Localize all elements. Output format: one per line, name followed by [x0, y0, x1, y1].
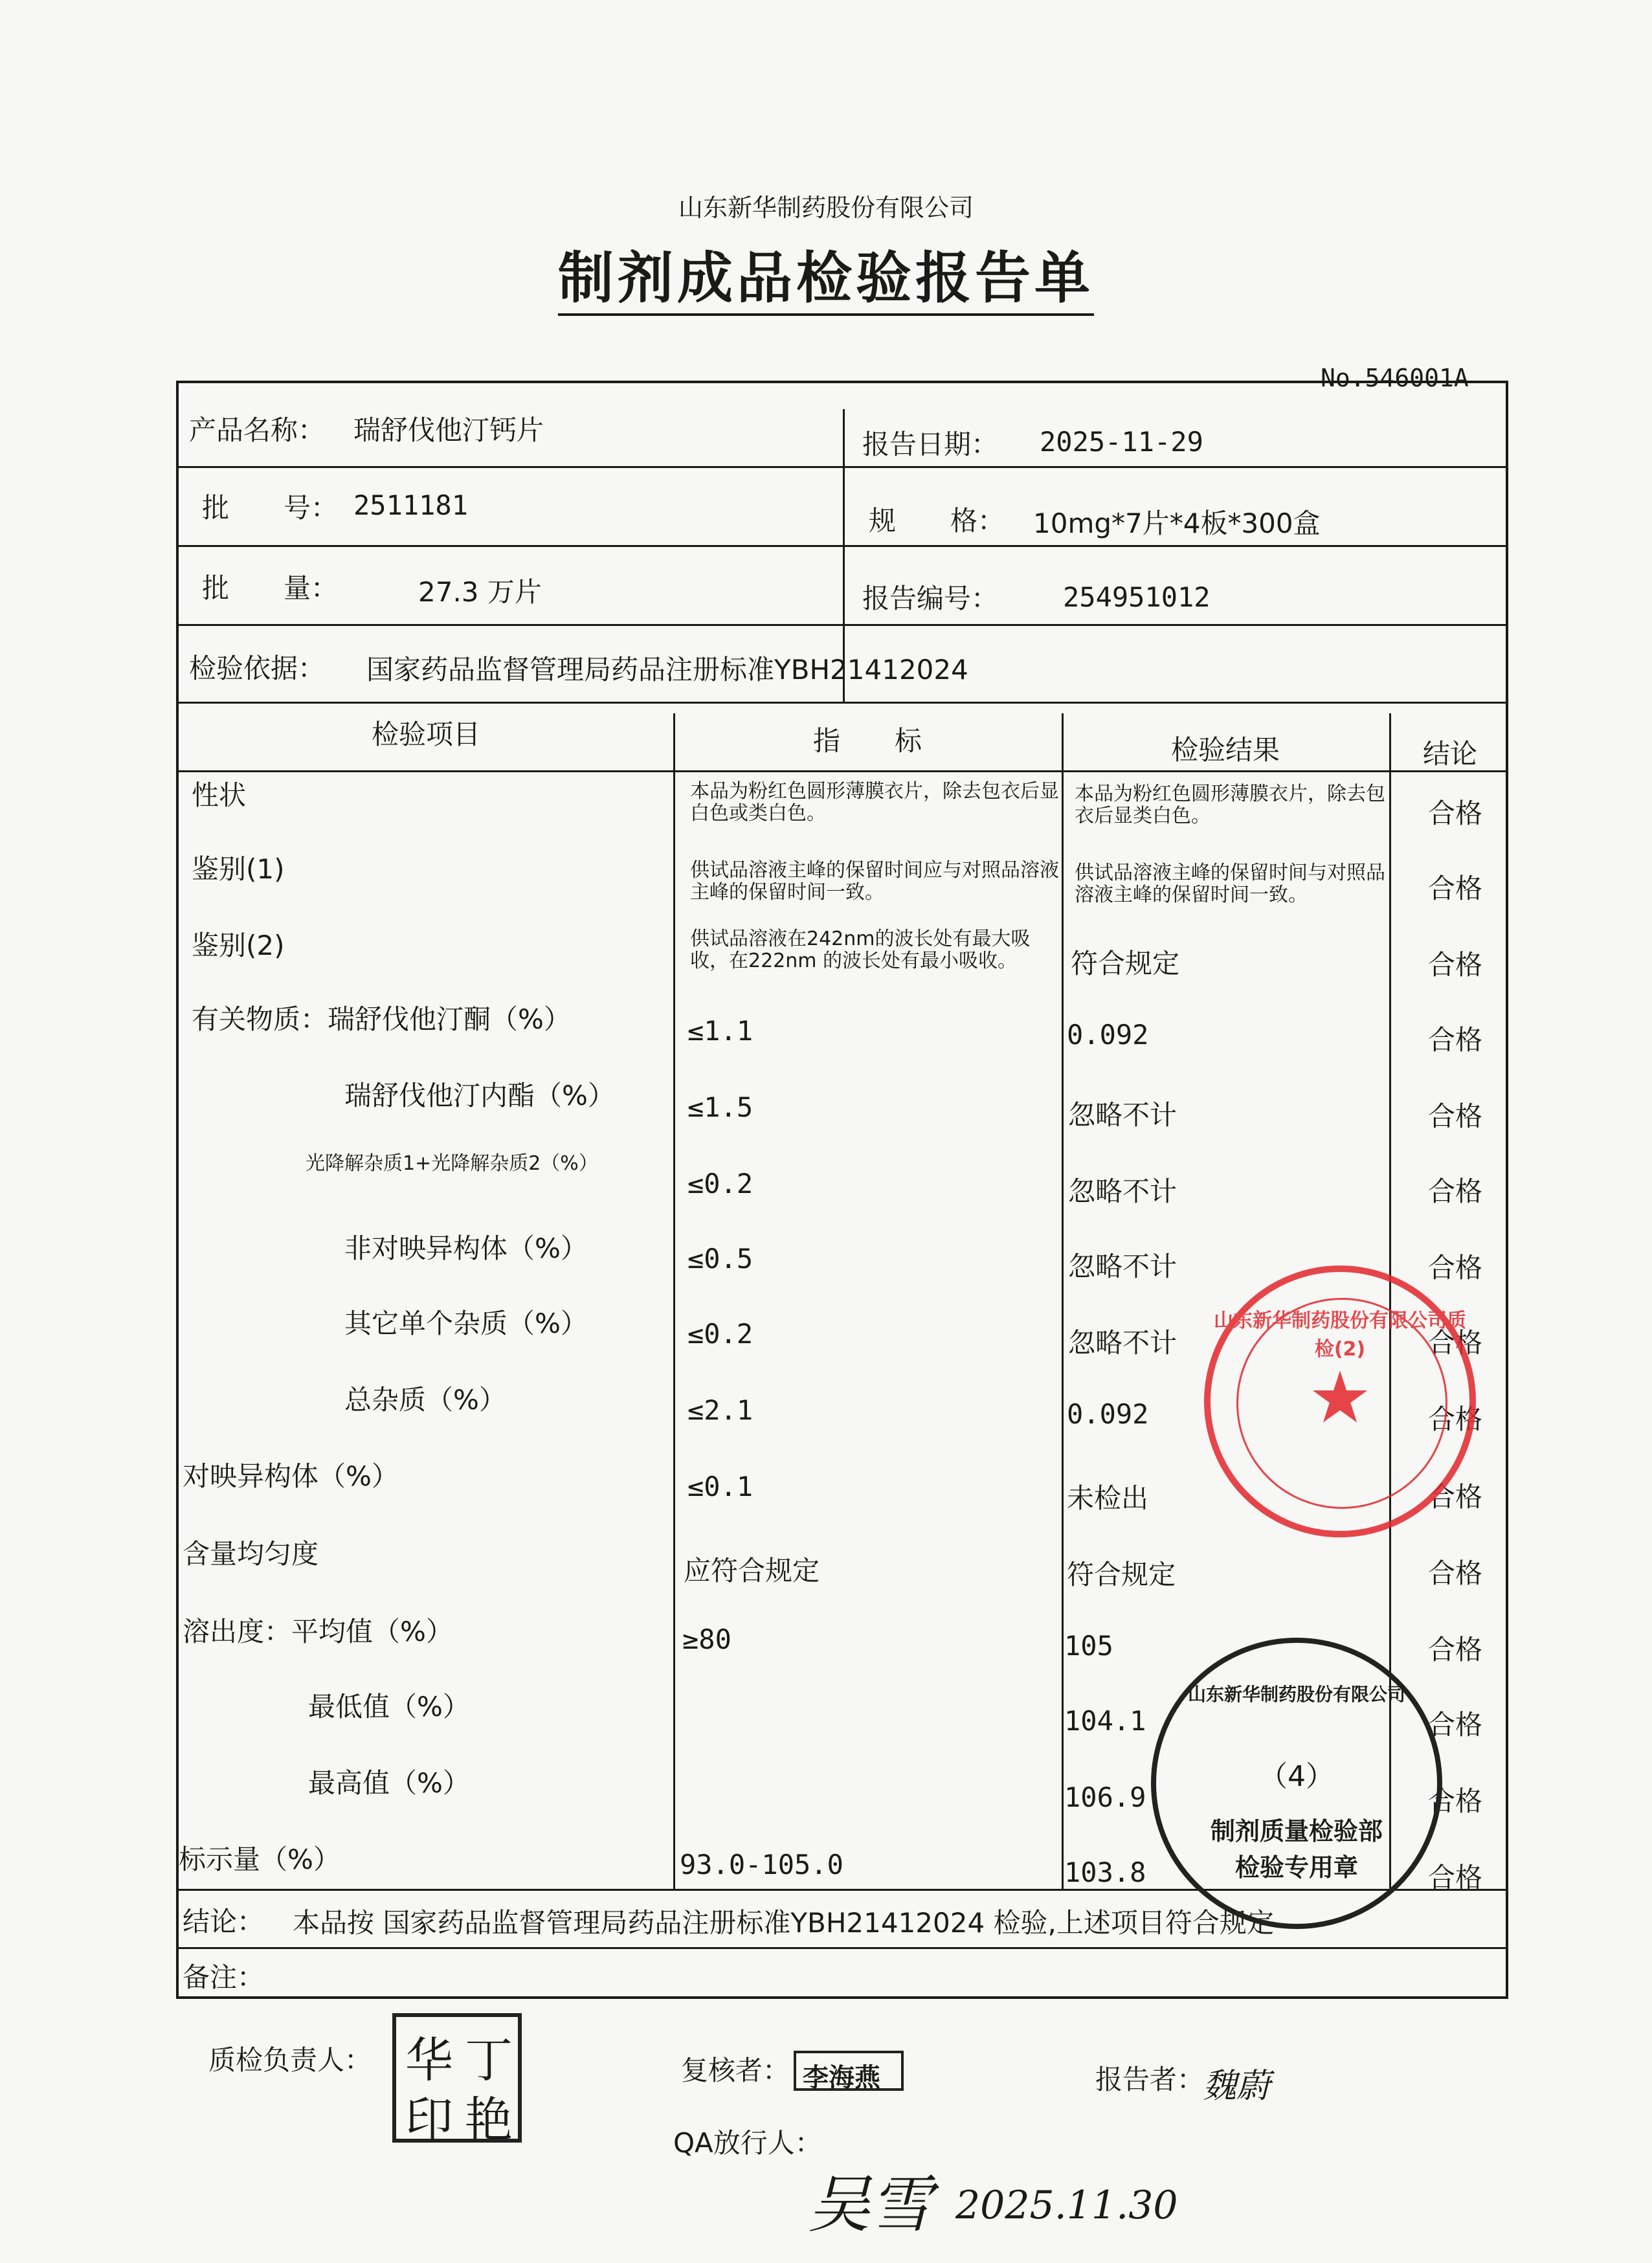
page-title: 制剂成品检验报告单	[0, 233, 1652, 313]
row-conclusion: 合格	[1428, 1403, 1483, 1435]
row-standard: ≤1.5	[687, 1091, 753, 1123]
qa-signature: 吴雪	[808, 2168, 932, 2241]
row-standard: ≤1.1	[687, 1015, 753, 1047]
row-conclusion: 合格	[1428, 797, 1483, 829]
row-item: 含量均匀度	[183, 1538, 319, 1570]
row-item: 有关物质：瑞舒伐他汀酮（%）	[192, 1003, 571, 1035]
row-item: 溶出度：平均值（%）	[183, 1616, 453, 1647]
qa-signature-date: 2025.11.30	[955, 2183, 1178, 2228]
row-result: 0.092	[1067, 1019, 1149, 1051]
row-conclusion: 合格	[1428, 1557, 1483, 1589]
row-conclusion: 合格	[1428, 873, 1483, 904]
document-number: No.546001A	[1321, 364, 1469, 392]
row-conclusion: 合格	[1428, 1024, 1483, 1056]
red-quality-stamp: 山东新华制药股份有限公司质检(2) ★	[1204, 1265, 1476, 1537]
remark-label: 备注：	[183, 1961, 265, 1993]
star-icon: ★	[1308, 1356, 1372, 1439]
row-standard: ≤0.1	[687, 1471, 753, 1502]
reviewer-seal: 李海燕	[794, 2051, 904, 2091]
spec-label: 规 格：	[869, 505, 1005, 537]
row-standard: 本品为粉红色圆形薄膜衣片，除去包衣后显白色或类白色。	[690, 780, 1059, 825]
row-result: 供试品溶液主峰的保留时间与对照品溶液主峰的保留时间一致。	[1075, 862, 1385, 906]
qa-release-label: QA放行人：	[673, 2127, 822, 2159]
row-item: 鉴别(1)	[192, 853, 285, 885]
row-result: 符合规定	[1071, 948, 1180, 979]
product-label: 产品名称：	[189, 414, 326, 446]
row-result: 105	[1064, 1630, 1113, 1662]
row-standard: 供试品溶液在242nm的波长处有最大吸收，在222nm 的波长处有最小吸收。	[690, 928, 1031, 972]
row-standard: ≤2.1	[687, 1394, 753, 1426]
row-conclusion: 合格	[1428, 1176, 1483, 1207]
row-item: 最低值（%）	[308, 1691, 470, 1722]
company-name: 山东新华制药股份有限公司	[678, 194, 974, 222]
row-result: 忽略不计	[1068, 1176, 1178, 1207]
column-header-standard: 指 标	[812, 725, 922, 757]
qc-manager-seal: 华 丁 印 艳	[392, 2013, 522, 2143]
basis-label: 检验依据：	[189, 652, 326, 684]
row-standard: ≤0.2	[687, 1168, 753, 1199]
row-item: 最高值（%）	[308, 1767, 470, 1799]
row-item: 瑞舒伐他汀内酯（%）	[344, 1080, 615, 1111]
row-conclusion: 合格	[1428, 1709, 1483, 1741]
row-conclusion: 合格	[1428, 1252, 1483, 1284]
reporter-signature: 魏蔚	[1203, 2067, 1271, 2106]
row-conclusion: 合格	[1428, 1785, 1483, 1817]
row-result: 忽略不计	[1068, 1099, 1178, 1131]
row-item: 对映异构体（%）	[183, 1460, 399, 1492]
row-result: 未检出	[1067, 1482, 1149, 1514]
column-header-result: 检验结果	[1170, 734, 1280, 766]
conclusion-value: 本品按 国家药品监督管理局药品注册标准YBH21412024 检验,上述项目符合规定	[293, 1907, 1274, 1939]
row-standard: ≥80	[682, 1623, 731, 1655]
row-result: 本品为粉红色圆形薄膜衣片，除去包衣后显类白色。	[1075, 783, 1385, 827]
product-value: 瑞舒伐他汀钙片	[353, 414, 544, 446]
reporter-label: 报告者：	[1095, 2064, 1205, 2095]
row-conclusion: 合格	[1428, 1862, 1483, 1893]
row-item: 光降解杂质1+光降解杂质2（%）	[306, 1152, 598, 1175]
row-conclusion: 合格	[1428, 1100, 1483, 1132]
row-result: 忽略不计	[1068, 1251, 1178, 1282]
column-header-item: 检验项目	[371, 719, 480, 750]
row-item: 总杂质（%）	[344, 1384, 506, 1416]
batch-value: 2511181	[353, 489, 469, 521]
row-conclusion: 合格	[1428, 1481, 1483, 1513]
report-date-label: 报告日期：	[862, 429, 999, 460]
row-item: 鉴别(2)	[192, 930, 285, 961]
inspection-stamp: 山东新华制药股份有限公司 （4） 制剂质量检验部 检验专用章	[1151, 1638, 1442, 1929]
row-result: 104.1	[1064, 1705, 1146, 1737]
report-number-label: 报告编号：	[862, 583, 999, 614]
row-item: 性状	[192, 779, 247, 811]
row-item: 标示量（%）	[179, 1844, 340, 1875]
row-result: 106.9	[1064, 1781, 1146, 1813]
row-conclusion: 合格	[1428, 1634, 1483, 1666]
quantity-label: 批 量：	[202, 572, 339, 604]
batch-label: 批 号：	[202, 492, 339, 524]
row-conclusion: 合格	[1428, 1327, 1483, 1359]
report-date-value: 2025-11-29	[1040, 426, 1203, 458]
row-result: 103.8	[1064, 1856, 1146, 1888]
row-item: 非对映异构体（%）	[344, 1232, 588, 1264]
report-number-value: 254951012	[1063, 581, 1211, 613]
row-result: 0.092	[1067, 1398, 1149, 1430]
reviewer-label: 复核者：	[681, 2055, 790, 2086]
spec-value: 10mg*7片*4板*300盒	[1033, 507, 1321, 539]
row-standard: 供试品溶液主峰的保留时间应与对照品溶液主峰的保留时间一致。	[690, 859, 1059, 904]
row-conclusion: 合格	[1428, 949, 1483, 981]
conclusion-label: 结论：	[183, 1906, 265, 1937]
row-result: 符合规定	[1067, 1559, 1176, 1590]
row-standard: ≤0.5	[687, 1243, 753, 1275]
qc-manager-label: 质检负责人：	[208, 2044, 372, 2076]
row-result: 忽略不计	[1068, 1327, 1178, 1359]
row-item: 其它单个杂质（%）	[344, 1308, 588, 1339]
row-standard: ≤0.2	[687, 1318, 753, 1350]
quantity-value: 27.3 万片	[418, 576, 542, 608]
row-standard: 93.0-105.0	[680, 1849, 843, 1880]
row-standard: 应符合规定	[684, 1555, 820, 1587]
basis-value: 国家药品监督管理局药品注册标准YBH21412024	[366, 654, 968, 686]
column-header-conclusion: 结论	[1422, 738, 1477, 770]
